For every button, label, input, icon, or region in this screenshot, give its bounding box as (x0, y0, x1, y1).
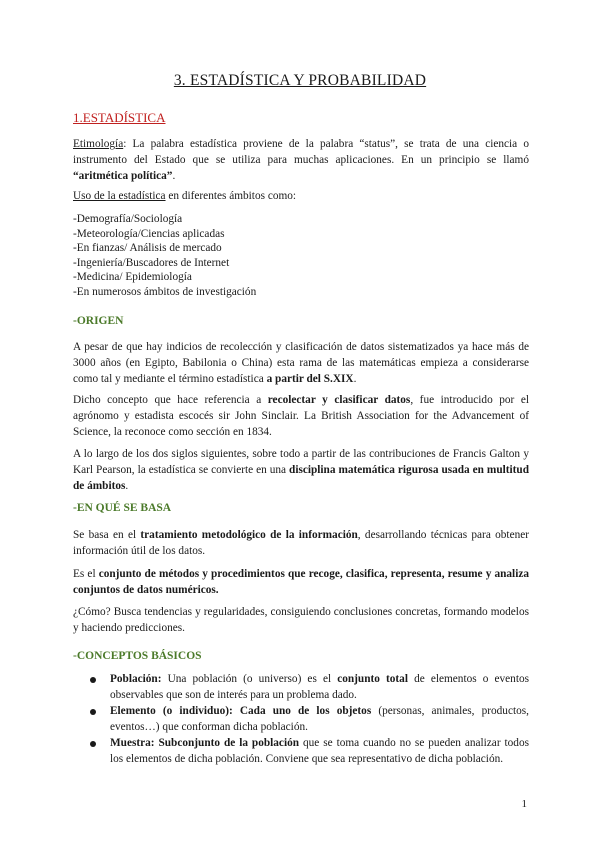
list-item (86, 704, 529, 735)
etimologia-text: : La palabra estadística proviene de la palabra “status”, se trata de una ciencia o instrumento del Estado que se utiliza para muchas aplicaciones. En un principio se llamó (73, 138, 529, 166)
bullet-icon (90, 677, 96, 683)
concept-text-2: de elementos o eventos observables que son de interés para un problema dado. (110, 673, 530, 701)
origen-paragraph-1 (73, 339, 529, 387)
concept-bold: conjunto total (337, 673, 408, 685)
basa-p1-bold: tratamiento metodológico de la información (140, 529, 358, 541)
page-number: 1 (521, 798, 527, 810)
bullet-icon (90, 709, 96, 715)
basa-paragraph-2 (73, 566, 529, 598)
origen-p1-text: A pesar de que hay indicios de recolección y clasificación de datos sistematizados ya hace más de 3000 años (en Egipto, Babilonia o China) esta rama de las matemáticas empieza a considerarse como tal y mediante el término estadística (73, 341, 529, 385)
origen-p3-end: . (125, 480, 129, 492)
list-item: -Ingeniería/Buscadores de Internet (73, 256, 230, 269)
concept-text: (personas, animales, productos, eventos…) que conforman dicha población. (110, 705, 529, 733)
basa-heading: -EN QUÉ SE BASA (73, 502, 172, 514)
conceptos-list (86, 672, 529, 768)
list-item: -En numerosos ámbitos de investigación (73, 285, 257, 298)
origen-p3-text: A lo largo de los dos siglos siguientes, sobre todo a partir de las contribuciones de Francis Galton y Karl Pearson, la estadística se convierte en una (73, 448, 529, 476)
ambitos-list (73, 212, 256, 300)
list-item: -Demografía/Sociología (73, 213, 183, 225)
conceptos-heading: -CONCEPTOS BÁSICOS (73, 650, 202, 662)
list-item (86, 672, 529, 703)
uso-paragraph (73, 188, 529, 204)
origen-p3-bold: disciplina matemática rigurosa usada en multitud de ámbitos (73, 464, 529, 492)
uso-label: Uso de la estadística (73, 190, 166, 202)
origen-paragraph-2 (73, 392, 529, 440)
uso-text: en diferentes ámbitos como: (165, 190, 297, 202)
origen-p2-end: , fue introducido por el agrónomo y estadista escocés sir John Sinclair. La British Association for the Advancement of Science, la reconoce como sección en 1834. (73, 394, 529, 438)
concept-term: Elemento (o individuo): Cada uno de los objetos (110, 705, 372, 717)
basa-paragraph-3: ¿Cómo? Busca tendencias y regularidades, consiguiendo conclusiones concretas, formando modelos y haciendo predicciones. (73, 606, 529, 634)
basa-p2-bold: conjunto de métodos y procedimientos que recoge, clasifica, representa, resume y analiza conjuntos de datos numéricos. (73, 568, 529, 596)
basa-p2-text: Es el (73, 568, 99, 580)
list-item (86, 736, 529, 767)
basa-p1-text: Se basa en el (73, 529, 141, 541)
concept-text: Una población (o universo) es el (161, 673, 338, 685)
page-title: 3. ESTADÍSTICA Y PROBABILIDAD (173, 72, 427, 89)
origen-paragraph-3 (73, 446, 529, 494)
section-heading-estadistica: 1.ESTADÍSTICA (73, 110, 166, 125)
concept-term: Muestra: Subconjunto de la población (110, 737, 300, 749)
origen-p2-text: Dicho concepto que hace referencia a (73, 394, 268, 406)
concept-term: Población: (110, 673, 162, 685)
origen-p1-end: . (353, 373, 357, 385)
etimologia-paragraph (73, 136, 529, 184)
list-item: -En fianzas/ Análisis de mercado (73, 242, 222, 255)
list-item: -Meteorología/Ciencias aplicadas (73, 227, 225, 240)
origen-heading: -ORIGEN (73, 315, 124, 327)
etimologia-label: Etimología (73, 138, 124, 150)
origen-p2-bold: recolectar y clasificar datos (267, 394, 411, 406)
origen-p1-bold: a partir del S.XIX (266, 373, 354, 385)
bullet-icon (90, 741, 96, 747)
concept-text: que se toma cuando no se pueden analizar todos los elementos de dicha población. Conviene que sea representativo de dicha población. (110, 737, 530, 765)
basa-paragraph-1 (73, 527, 529, 559)
list-item: -Medicina/ Epidemiología (73, 271, 192, 284)
etimologia-end: . (172, 170, 176, 182)
basa-p1-end: , desarrollando técnicas para obtener información útil de los datos. (73, 529, 530, 557)
etimologia-bold: “aritmética política” (73, 170, 173, 182)
